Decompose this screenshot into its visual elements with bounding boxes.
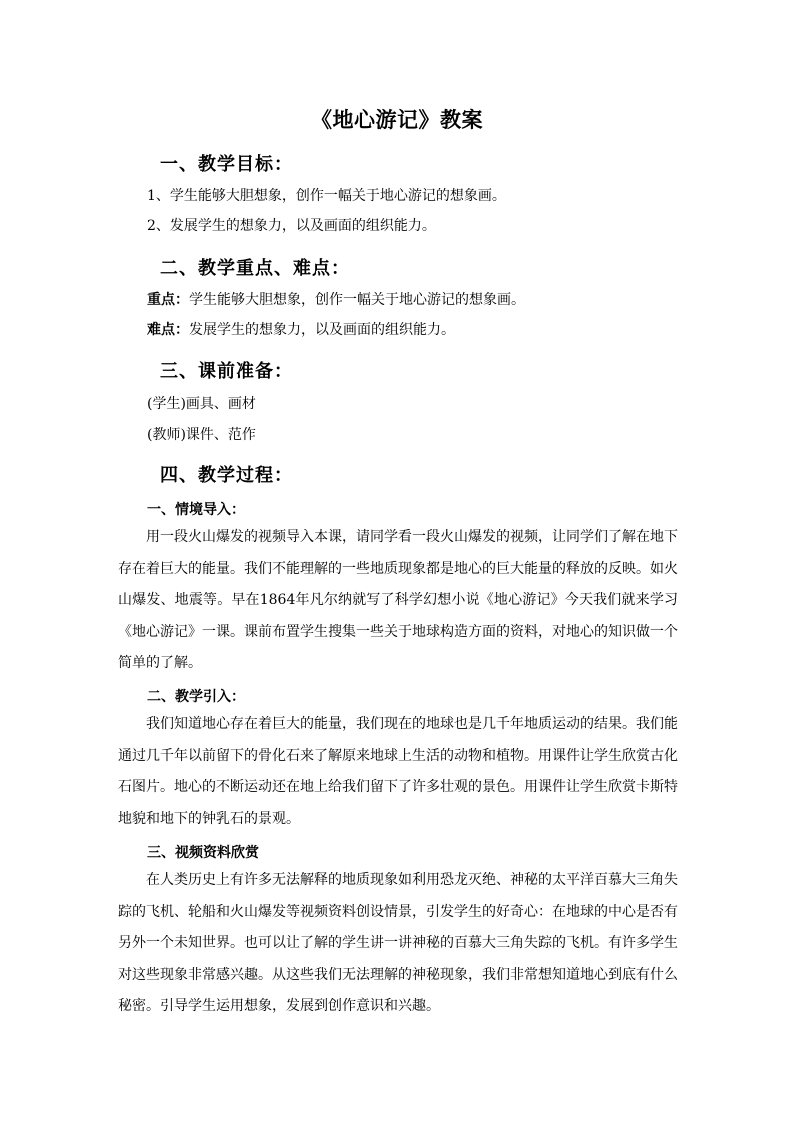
step-text-3: 在人类历史上有许多无法解释的地质现象如利用恐龙灭绝、神秘的太平洋百慕大三角失踪的飞机、轮船和火山爆发等视频资料创设情景，引发学生的好奇心：在地球的中心是否有另外一个未知世界。也可以让了解的学生讲一讲神秘的百慕大三角失踪的飞机。有许多学生对这些现象非常感兴趣。从这些我们无法理解的神秘现象，我们非常想知道地心到底有什么秘密。引导学生运用想象，发展到创作意识和兴趣。 xyxy=(118,872,678,1014)
step-text-1: 用一段火山爆发的视频导入本课，请同学看一段火山爆发的视频，让同学们了解在地下存在着巨大的能量。我们不能理解的一些地质现象都是地心的巨大能量的释放的反映。如火山爆发、地震等。早在1864年凡尔纳就写了科学幻想小说《地心游记》今天我们就来学习《地心游记》一课。课前布置学生搜集一些关于地球构造方面的资料，对地心的知识做一个简单的了解。 xyxy=(118,529,678,671)
key-point-line xyxy=(147,290,525,310)
step-heading-2: 二、教学引入： xyxy=(147,689,245,705)
prep-item-student: (学生)画具、画材 xyxy=(147,396,256,412)
goal-item-1: 1、学生能够大胆想象，创作一幅关于地心游记的想象画。 xyxy=(147,188,506,204)
goal-item-2: 2、发展学生的想象力，以及画面的组织能力。 xyxy=(147,218,436,234)
document-title: 《地心游记》教案 xyxy=(311,107,483,132)
prep-item-teacher: (教师)课件、范作 xyxy=(147,427,256,443)
difficulty-line xyxy=(147,320,455,340)
section-heading-prep: 三、课前准备： xyxy=(160,361,293,382)
step-heading-1: 一、情境导入： xyxy=(147,502,245,518)
key-point-label: 重点： xyxy=(147,292,189,308)
section-heading-process: 四、教学过程： xyxy=(160,465,293,486)
section-heading-goals: 一、教学目标： xyxy=(160,154,293,175)
section-heading-focus: 二、教学重点、难点： xyxy=(160,258,350,279)
difficulty-text: 发展学生的想象力，以及画面的组织能力。 xyxy=(189,322,455,338)
difficulty-label: 难点： xyxy=(147,322,189,338)
key-point-text: 学生能够大胆想象，创作一幅关于地心游记的想象画。 xyxy=(189,292,525,308)
step-text-2: 我们知道地心存在着巨大的能量，我们现在的地球也是几千年地质运动的结果。我们能通过几千年以前留下的骨化石来了解原来地球上生活的动物和植物。用课件让学生欣赏古化石图片。地心的不断运动还在地上给我们留下了许多壮观的景色。用课件让学生欣赏卡斯特地貌和地下的钟乳石的景观。 xyxy=(118,716,678,827)
step-heading-3: 三、视频资料欣赏 xyxy=(147,845,259,861)
